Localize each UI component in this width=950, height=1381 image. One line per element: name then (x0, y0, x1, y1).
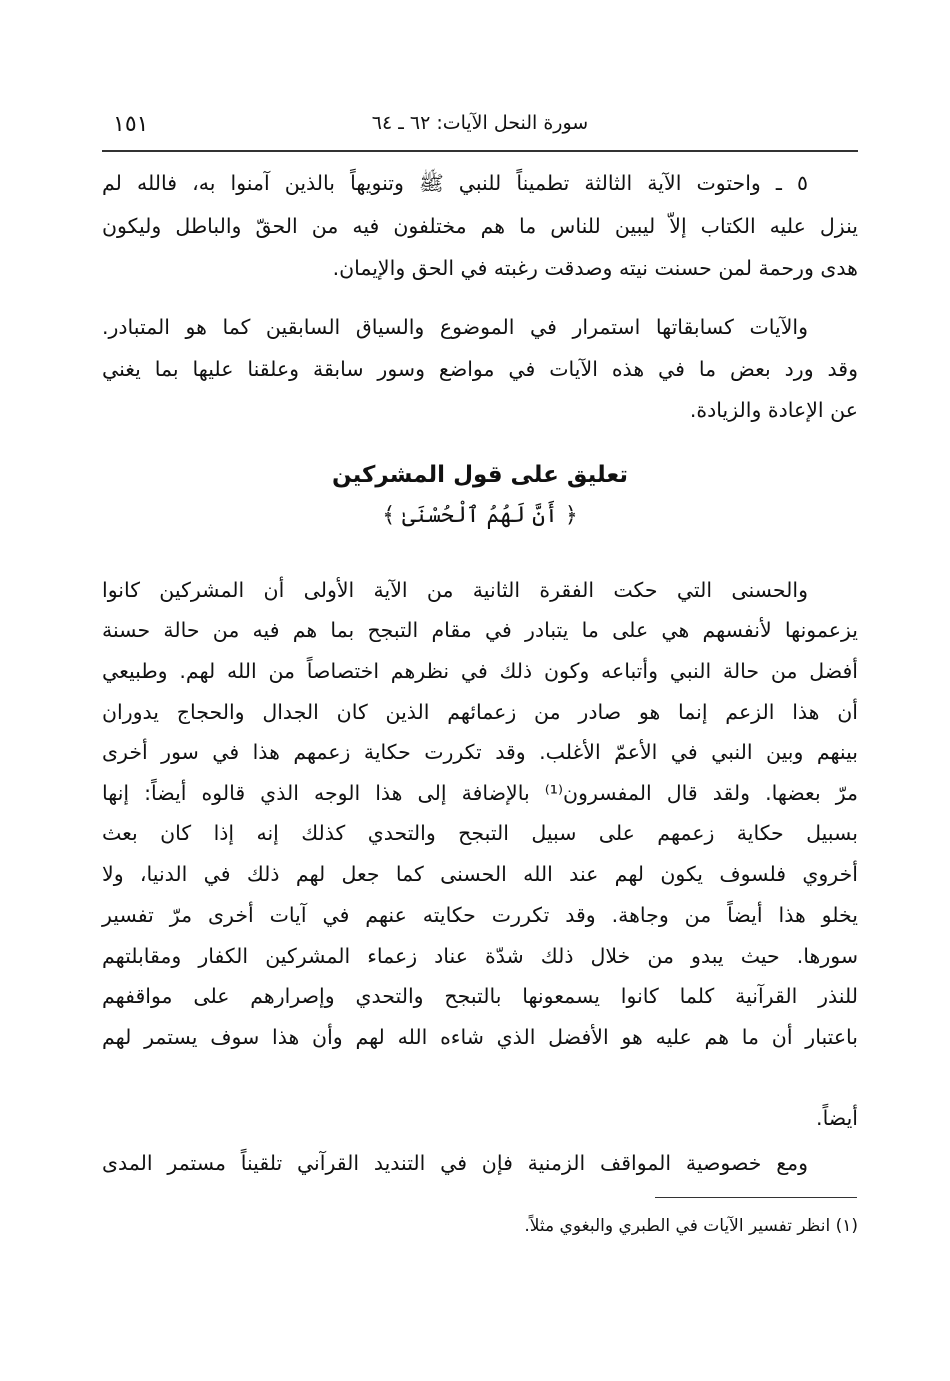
text-line: ٥ ـ واحتوت الآية الثالثة تطميناً للنبي ﷺ وتنويهاً بالذين آمنوا به، فالله لم (102, 171, 808, 195)
text-line: ومع خصوصية المواقف الزمنية فإن في التنديد القرآني تلقيناً مستمر المدى (102, 1151, 808, 1175)
text-line: سورها. حيث يبدو من خلال ذلك شدّة عناد زعماء المشركين الكفار ومقابلتهم (102, 944, 858, 968)
text-line: والآيات كسابقاتها استمرار في الموضوع والسياق السابقين كما هو المتبادر. (102, 315, 808, 339)
text-line: باعتبار أن ما هم عليه هو الأفضل الذي شاءه الله لهم وأن هذا سوف يستمر لهم (102, 1025, 858, 1049)
text-line: مرّ بعضها. ولقد قال المفسرون⁽¹⁾ بالإضافة إلى هذا الوجه الذي قالوه أيضاً: إنها (102, 781, 858, 805)
text-line: أيضاً. (816, 1106, 858, 1130)
text-line: للنذر القرآنية كلما كانوا يسمعونها بالتبجح والتحدي وإصرارهم على مواقفهم (102, 984, 858, 1008)
text-line: أفضل من حالة النبي وأتباعه وكون ذلك في نظرهم اختصاصاً من الله لهم. وطبيعي (102, 659, 858, 683)
text-line: بينهم وبين النبي في الأعمّ الأغلب. وقد تكررت حكاية زعمهم هذا في سور أخرى (102, 740, 858, 764)
text-line: أن هذا الزعم إنما هو صادر من زعمائهم الذين كان الجدال والحجاج يدوران (102, 700, 858, 724)
running-title: سورة النحل الآيات: ٦٢ ـ ٦٤ (371, 112, 589, 134)
footnote: (١) انظر تفسير الآيات في الطبري والبغوي مثلاً. (524, 1216, 858, 1236)
text-line: يزعمونها لأنفسهم هي على ما يتبادر في مقام التبجح بما هم فيه من حالة حسنة (102, 618, 858, 642)
quran-verse: ﴿ أَنَّ لَهُمُ ٱلْحُسْنَىٰ ﴾ (382, 503, 578, 528)
page-number: ١٥١ (113, 112, 149, 137)
header-rule (102, 150, 858, 152)
text-line: والحسنى التي حكت الفقرة الثانية من الآية الأولى أن المشركين كانوا (102, 578, 808, 602)
text-line: يخلو هذا أيضاً من وجاهة. وقد تكررت حكايته عنهم في آيات أخرى مرّ تفسير (102, 903, 858, 927)
section-heading: تعليق على قول المشركين (331, 462, 629, 488)
text-line: بسبيل حكاية زعمهم على سبيل التبجح والتحدي كذلك إنه إذا كان بعث (102, 821, 858, 845)
text-line: عن الإعادة والزيادة. (689, 398, 858, 422)
footnote-rule (655, 1197, 857, 1198)
text-line: ينزل عليه الكتاب إلاّ ليبين للناس ما هم مختلفون فيه من الحقّ والباطل وليكون (102, 214, 858, 238)
text-line: أخروي فلسوف يكون لهم عند الله الحسنى كما جعل لهم ذلك في الدنيا، ولا (102, 862, 858, 886)
text-line: وقد ورد بعض ما في هذه الآيات في مواضع وسور سابقة وعلقنا عليها بما يغني (102, 357, 858, 381)
text-line: هدى ورحمة لمن حسنت نيته وصدقت رغبته في الحق والإيمان. (332, 256, 858, 280)
